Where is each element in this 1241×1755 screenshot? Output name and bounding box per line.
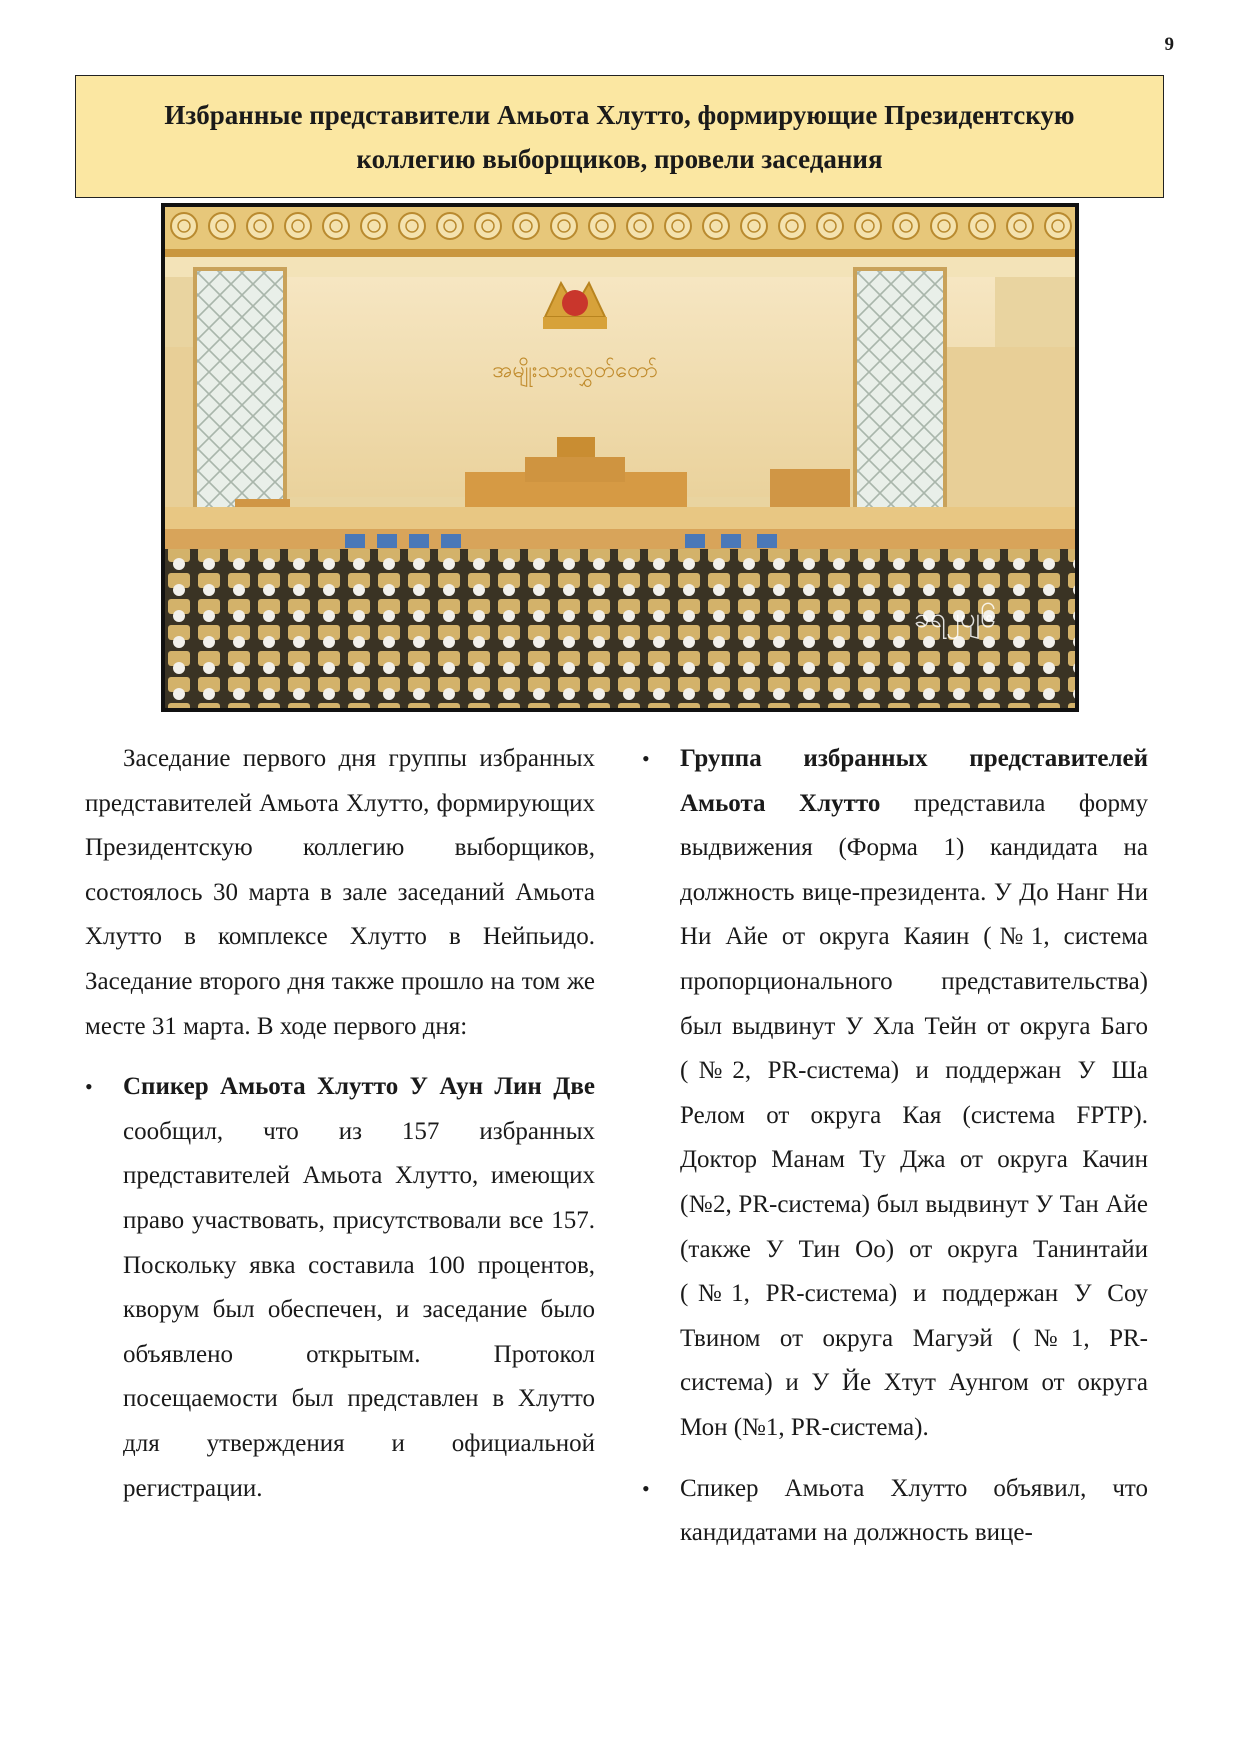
article-title [164,93,1074,181]
emblem-caption: အမျိုးသားလွှတ်တော် [492,358,658,383]
left-bullet-list [85,1065,595,1511]
bullet-text: представила форму выдвижения (Форма 1) кандидата на должность вице-президента. У До Нанг Ни Ни Айе от округа Каяин (№1, система пропорционального представительства) был выдвинут У Хла Тейн от округа Баго (№2, PR-система) и поддержан У Ша Релом от округа Кая (система FPTP). Доктор Манам Ту Джа от округа Качин (№2, PR-система) был выдвинут У Тан Айе (также У Тин Оо) от округа Танинтайи (№1, PR-система) и поддержан У Соу Твином от округа Магуэй (№1, PR-система) и У Йе Хтут Аунгом от округа Мон (№1, PR-система). [680,789,1149,1441]
left-column [85,737,595,1511]
list-item [642,737,1148,1451]
right-bullet-list [642,737,1148,1556]
right-column [642,737,1148,1556]
speaker-name: Спикер Амьота Хлутто У Аун Лин Две [123,1073,595,1101]
bullet-text: Спикер Амьота Хлутто объявил, что кандидатами на должность вице- [680,1474,1148,1547]
list-item [642,1467,1148,1556]
article-title-box [75,75,1164,198]
right-lattice-panel [855,269,945,519]
parliament-hall-photo [161,203,1079,712]
photo-watermark: ခရ၂ပျ၆ [914,601,996,634]
group-name: Группа избранных представителей Амьота Хлутто [680,745,1148,817]
list-item [85,1065,595,1511]
ornamental-frieze [165,207,1075,249]
title-line-2: коллегию выборщиков, провели заседания [356,143,883,174]
page-number: 9 [1164,34,1174,55]
title-line-1: Избранные представители Амьота Хлутто, формирующие Президентскую [164,99,1075,130]
intro-paragraph: Заседание первого дня группы избранных представителей Амьота Хлутто, формирующих Президентскую коллегию выборщиков, состоялось 30 марта в зале заседаний Амьота Хлутто в комплексе Хлутто в Нейпьидо. Заседание второго дня также прошло на том же месте 31 марта. В ходе первого дня: [85,745,595,1040]
bullet-text: сообщил, что из 157 избранных представителей Амьота Хлутто, имеющих право участвовать, присутствовали все 157. Поскольку явка составила 100 процентов, кворум был обеспечен, и заседание было объявлено открытым. Протокол посещаемости был представлен в Хлутто для утверждения и официальной регистрации. [123,1117,595,1502]
left-lattice-panel [195,269,285,519]
